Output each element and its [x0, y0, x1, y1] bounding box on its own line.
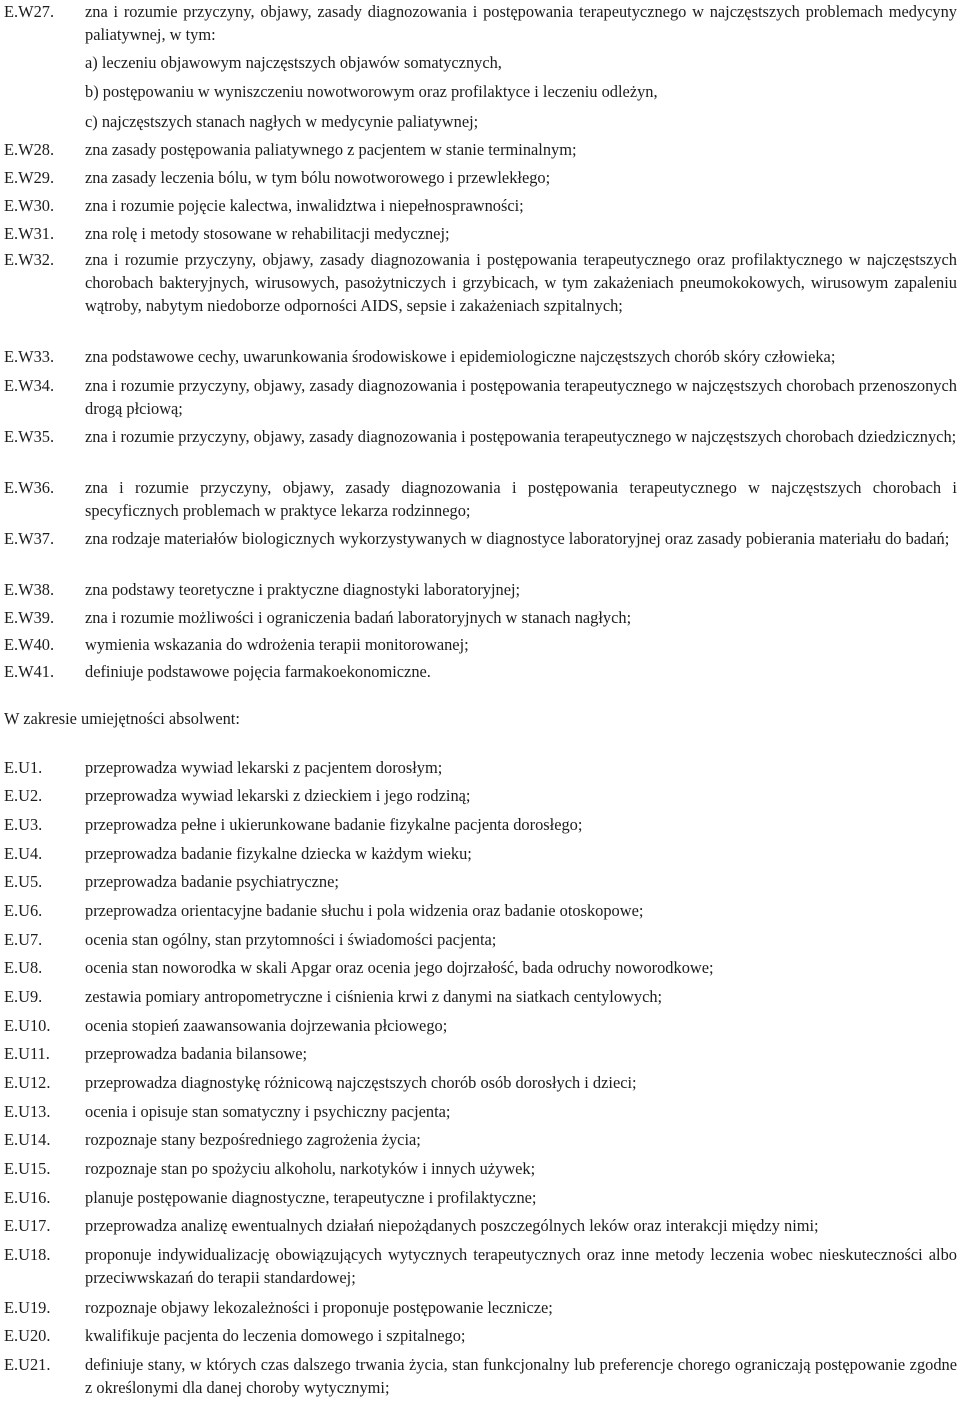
item-code: E.U4.	[4, 844, 43, 863]
item-code: E.U2.	[4, 786, 43, 805]
item-text: zna i rozumie przyczyny, objawy, zasady diagnozowania i postępowania terapeutycznego w najczęstszych chorobach przenoszonych drogą płciową;	[85, 376, 957, 418]
skills-section-heading: W zakresie umiejętności absolwent:	[4, 709, 240, 728]
item-code: E.U14.	[4, 1130, 51, 1149]
item-code: E.W40.	[4, 635, 55, 654]
item-code: E.W31.	[4, 224, 55, 243]
item-text: ocenia stan ogólny, stan przytomności i świadomości pacjenta;	[85, 930, 497, 949]
item-text: wymienia wskazania do wdrożenia terapii monitorowanej;	[85, 635, 469, 654]
item-text: zna i rozumie przyczyny, objawy, zasady diagnozowania i postępowania terapeutycznego w najczęstszych problemach medycyny paliatywnej, w tym:	[85, 2, 957, 44]
item-code: E.U18.	[4, 1245, 51, 1264]
item-code: E.W27.	[4, 2, 55, 21]
item-code: E.W32.	[4, 250, 55, 269]
item-code: E.U13.	[4, 1102, 51, 1121]
item-code: E.W33.	[4, 347, 55, 366]
item-code: E.U10.	[4, 1016, 51, 1035]
item-text: przeprowadza orientacyjne badanie słuchu i pola widzenia oraz badanie otoskopowe;	[85, 901, 644, 920]
item-code: E.W38.	[4, 580, 55, 599]
item-code: E.U6.	[4, 901, 43, 920]
item-text: zna i rozumie przyczyny, objawy, zasady diagnozowania i postępowania terapeutycznego w najczęstszych chorobach i specyficznych problemach w praktyce lekarza rodzinnego;	[85, 478, 957, 520]
item-code: E.U11.	[4, 1044, 50, 1063]
item-code: E.W30.	[4, 196, 55, 215]
item-text: proponuje indywidualizację obowiązujących wytycznych terapeutycznych oraz inne metody leczenia wobec nieskuteczności albo przeciwwskazań do terapii standardowej;	[85, 1245, 957, 1287]
item-text: zna i rozumie możliwości i ograniczenia badań laboratoryjnych w stanach nagłych;	[85, 608, 632, 627]
item-text: ocenia stan noworodka w skali Apgar oraz ocenia jego dojrzałość, bada odruchy noworodkowe;	[85, 958, 714, 977]
item-text: ocenia i opisuje stan somatyczny i psychiczny pacjenta;	[85, 1102, 451, 1121]
item-text: zna zasady leczenia bólu, w tym bólu nowotworowego i przewlekłego;	[85, 168, 551, 187]
item-code: E.W39.	[4, 608, 55, 627]
item-code: E.U20.	[4, 1326, 51, 1345]
item-text: przeprowadza wywiad lekarski z pacjentem dorosłym;	[85, 758, 443, 777]
item-code: E.U1.	[4, 758, 43, 777]
item-text: rozpoznaje stan po spożyciu alkoholu, narkotyków i innych używek;	[85, 1159, 536, 1178]
item-code: E.W41.	[4, 662, 55, 681]
item-text: definiuje stany, w których czas dalszego trwania życia, stan funkcjonalny lub preferencje chorego ograniczają postępowanie zgodne z określonymi dla danej choroby wytycznymi;	[85, 1355, 957, 1397]
item-code: E.U7.	[4, 930, 43, 949]
subitem-b: b) postępowaniu w wyniszczeniu nowotworowym oraz profilaktyce i leczeniu odleżyn,	[85, 82, 658, 101]
item-code: E.U12.	[4, 1073, 51, 1092]
item-text: planuje postępowanie diagnostyczne, terapeutyczne i profilaktyczne;	[85, 1188, 537, 1207]
item-text: ocenia stopień zaawansowania dojrzewania płciowego;	[85, 1016, 448, 1035]
item-code: E.W34.	[4, 376, 55, 395]
subitem-a: a) leczeniu objawowym najczęstszych objawów somatycznych,	[85, 53, 502, 72]
item-text: zna i rozumie przyczyny, objawy, zasady diagnozowania i postępowania terapeutycznego oraz profilaktycznego w najczęstszych chorobach bakteryjnych, wirusowych, pasożytniczych i grzybicach, w tym zakażeniach pneumokokowych, wirusowym zapaleniu wątroby, nabytym niedoborze odporności AIDS, sepsie i zakażeniach szpitalnych;	[85, 250, 957, 315]
item-text: przeprowadza wywiad lekarski z dzieckiem i jego rodziną;	[85, 786, 471, 805]
item-text: zna i rozumie pojęcie kalectwa, inwalidztwa i niepełnosprawności;	[85, 196, 524, 215]
item-text: rozpoznaje stany bezpośredniego zagrożenia życia;	[85, 1130, 421, 1149]
item-text: rozpoznaje objawy lekozależności i proponuje postępowanie lecznicze;	[85, 1298, 553, 1317]
item-code: E.U17.	[4, 1216, 51, 1235]
item-text: kwalifikuje pacjenta do leczenia domowego i szpitalnego;	[85, 1326, 466, 1345]
item-code: E.U9.	[4, 987, 43, 1006]
item-code: E.U3.	[4, 815, 43, 834]
item-text: przeprowadza diagnostykę różnicową najczęstszych chorób osób dorosłych i dzieci;	[85, 1073, 637, 1092]
item-code: E.W29.	[4, 168, 55, 187]
item-code: E.U19.	[4, 1298, 51, 1317]
item-text: zna rolę i metody stosowane w rehabilitacji medycznej;	[85, 224, 450, 243]
item-text: przeprowadza badanie psychiatryczne;	[85, 872, 339, 891]
item-code: E.W37.	[4, 529, 55, 548]
item-text: definiuje podstawowe pojęcia farmakoekonomiczne.	[85, 662, 431, 681]
item-code: E.U21.	[4, 1355, 51, 1374]
item-text: zna zasady postępowania paliatywnego z pacjentem w stanie terminalnym;	[85, 140, 577, 159]
item-text: przeprowadza analizę ewentualnych działań niepożądanych poszczególnych leków oraz interakcji między nimi;	[85, 1216, 819, 1235]
item-code: E.W36.	[4, 478, 55, 497]
item-text: zna podstawowe cechy, uwarunkowania środowiskowe i epidemiologiczne najczęstszych chorób skóry człowieka;	[85, 347, 836, 366]
item-text: zna podstawy teoretyczne i praktyczne diagnostyki laboratoryjnej;	[85, 580, 521, 599]
item-code: E.U5.	[4, 872, 43, 891]
item-text: przeprowadza badania bilansowe;	[85, 1044, 308, 1063]
item-text: zna i rozumie przyczyny, objawy, zasady diagnozowania i postępowania terapeutycznego w najczęstszych chorobach dziedzicznych;	[85, 427, 957, 446]
subitem-c: c) najczęstszych stanach nagłych w medycynie paliatywnej;	[85, 112, 479, 131]
item-text: przeprowadza badanie fizykalne dziecka w każdym wieku;	[85, 844, 472, 863]
item-text: przeprowadza pełne i ukierunkowane badanie fizykalne pacjenta dorosłego;	[85, 815, 583, 834]
item-code: E.U15.	[4, 1159, 51, 1178]
item-text: zestawia pomiary antropometryczne i ciśnienia krwi z danymi na siatkach centylowych;	[85, 987, 663, 1006]
item-code: E.W35.	[4, 427, 55, 446]
item-code: E.U16.	[4, 1188, 51, 1207]
item-code: E.W28.	[4, 140, 55, 159]
item-code: E.U8.	[4, 958, 43, 977]
item-text: zna rodzaje materiałów biologicznych wykorzystywanych w diagnostyce laboratoryjnej oraz zasady pobierania materiału do badań;	[85, 529, 950, 548]
